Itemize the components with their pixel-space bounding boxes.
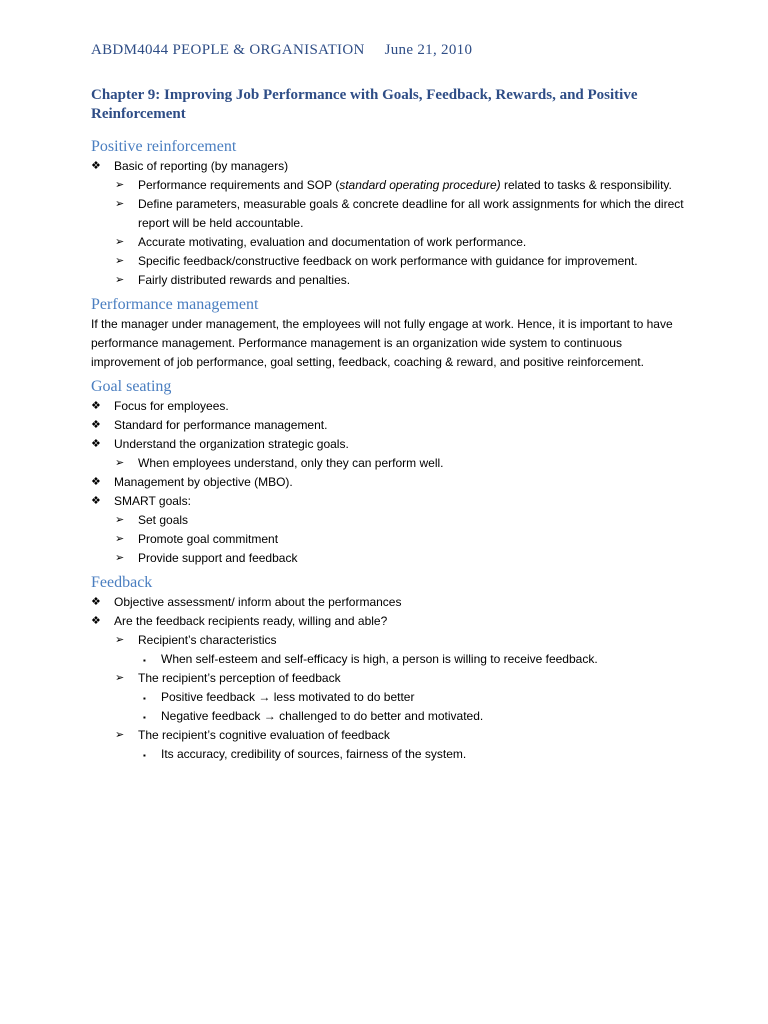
sub-sub-bullet-list xyxy=(91,688,691,726)
square-bullet-icon: ▪ xyxy=(143,656,146,665)
section-feedback xyxy=(91,573,691,764)
list-item: ▪ Its accuracy, credibility of sources, fairness of the system. xyxy=(91,745,691,764)
list-item: ❖ Understand the organization strategic goals. xyxy=(91,435,691,454)
list-item: ➢ Recipient’s characteristics xyxy=(91,631,691,650)
square-bullet-icon: ▪ xyxy=(143,694,146,703)
arrow-bullet-icon: ➢ xyxy=(115,672,125,684)
list-item: ➢ Define parameters, measurable goals & concrete deadline for all work assignments for which the direct report will be held accountable. xyxy=(115,197,684,230)
diamond-bullet-icon: ❖ xyxy=(91,615,101,627)
list-item: ❖ Objective assessment/ inform about the performances xyxy=(91,593,691,612)
diamond-bullet-icon: ❖ xyxy=(91,160,101,172)
section-paragraph: If the manager under management, the employees will not fully engage at work. Hence, it is important to have performance management. Performance management is an organization wide system to continuous improvement of job performance, goal setting, feedback, coaching & reward, and positive reinforcement. xyxy=(91,317,673,369)
diamond-bullet-icon: ❖ xyxy=(91,400,101,412)
list-item: ➢ When employees understand, only they can perform well. xyxy=(91,454,691,473)
bullet-list xyxy=(91,593,691,631)
arrow-bullet-icon: ➢ xyxy=(115,729,125,741)
sub-bullet-list xyxy=(91,726,691,745)
list-item: ➢ The recipient’s perception of feedback xyxy=(91,669,691,688)
header-date: June 21, 2010 xyxy=(384,42,473,58)
diamond-bullet-icon: ❖ xyxy=(91,596,101,608)
arrow-bullet-icon: ➢ xyxy=(115,236,125,248)
diamond-bullet-icon: ❖ xyxy=(91,419,101,431)
section-heading: Positive reinforcement xyxy=(91,138,237,155)
chapter-title: Chapter 9: Improving Job Performance with Goals, Feedback, Rewards, and Positive Reinforcement xyxy=(91,87,638,122)
arrow-bullet-icon: ➢ xyxy=(115,552,125,564)
list-item: ➢ The recipient’s cognitive evaluation of feedback xyxy=(91,726,691,745)
section-positive-reinforcement xyxy=(91,137,691,290)
list-item: ❖ Standard for performance management. xyxy=(91,416,691,435)
arrow-bullet-icon: ➢ xyxy=(115,634,125,646)
list-item: ➢ Performance requirements and SOP (standard operating procedure) related to tasks & responsibility. xyxy=(91,176,691,195)
list-item: ➢ Set goals xyxy=(91,511,691,530)
list-item: ➢ Fairly distributed rewards and penalties. xyxy=(91,271,691,290)
arrow-bullet-icon: ➢ xyxy=(115,198,125,210)
section-heading: Feedback xyxy=(91,574,153,591)
sub-bullet-list xyxy=(91,511,691,568)
bullet-list xyxy=(91,157,691,176)
list-item: ▪ When self-esteem and self-efficacy is high, a person is willing to receive feedback. xyxy=(91,650,691,669)
bullet-list xyxy=(91,397,691,454)
sub-bullet-list xyxy=(91,176,691,290)
arrow-bullet-icon: ➢ xyxy=(115,514,125,526)
section-performance-management xyxy=(91,295,691,372)
arrow-bullet-icon: ➢ xyxy=(115,533,125,545)
sub-sub-bullet-list xyxy=(91,650,691,669)
arrow-bullet-icon: ➢ xyxy=(115,179,125,191)
list-item: ▪ Positive feedback → less motivated to do better xyxy=(91,688,691,707)
square-bullet-icon: ▪ xyxy=(143,751,146,760)
list-item: ➢ Accurate motivating, evaluation and documentation of work performance. xyxy=(91,233,691,252)
arrow-bullet-icon: ➢ xyxy=(115,274,125,286)
header-course: ABDM4044 PEOPLE & ORGANISATION xyxy=(91,42,365,58)
list-item: ❖ Basic of reporting (by managers) xyxy=(91,157,691,176)
list-item: ❖ Focus for employees. xyxy=(91,397,691,416)
list-item: ➢ Provide support and feedback xyxy=(91,549,691,568)
sub-bullet-list xyxy=(91,669,691,688)
section-goal-seating xyxy=(91,377,691,568)
list-item: ▪ Negative feedback → challenged to do better and motivated. xyxy=(91,707,691,726)
sub-bullet-list xyxy=(91,631,691,650)
document-body xyxy=(91,137,691,769)
diamond-bullet-icon: ❖ xyxy=(91,476,101,488)
list-item: ❖ Are the feedback recipients ready, willing and able? xyxy=(91,612,691,631)
list-item: ❖ SMART goals: xyxy=(91,492,691,511)
arrow-bullet-icon: ➢ xyxy=(115,457,125,469)
square-bullet-icon: ▪ xyxy=(143,713,146,722)
sub-bullet-list xyxy=(91,454,691,473)
bullet-list xyxy=(91,473,691,511)
list-item: ➢ Specific feedback/constructive feedback on work performance with guidance for improvement. xyxy=(91,252,691,271)
sub-sub-bullet-list xyxy=(91,745,691,764)
list-item: ❖ Management by objective (MBO). xyxy=(91,473,691,492)
diamond-bullet-icon: ❖ xyxy=(91,438,101,450)
diamond-bullet-icon: ❖ xyxy=(91,495,101,507)
section-heading: Performance management xyxy=(91,296,259,313)
section-heading: Goal seating xyxy=(91,378,172,395)
page-header xyxy=(91,42,472,59)
list-item: ➢ Promote goal commitment xyxy=(91,530,691,549)
arrow-bullet-icon: ➢ xyxy=(115,255,125,267)
